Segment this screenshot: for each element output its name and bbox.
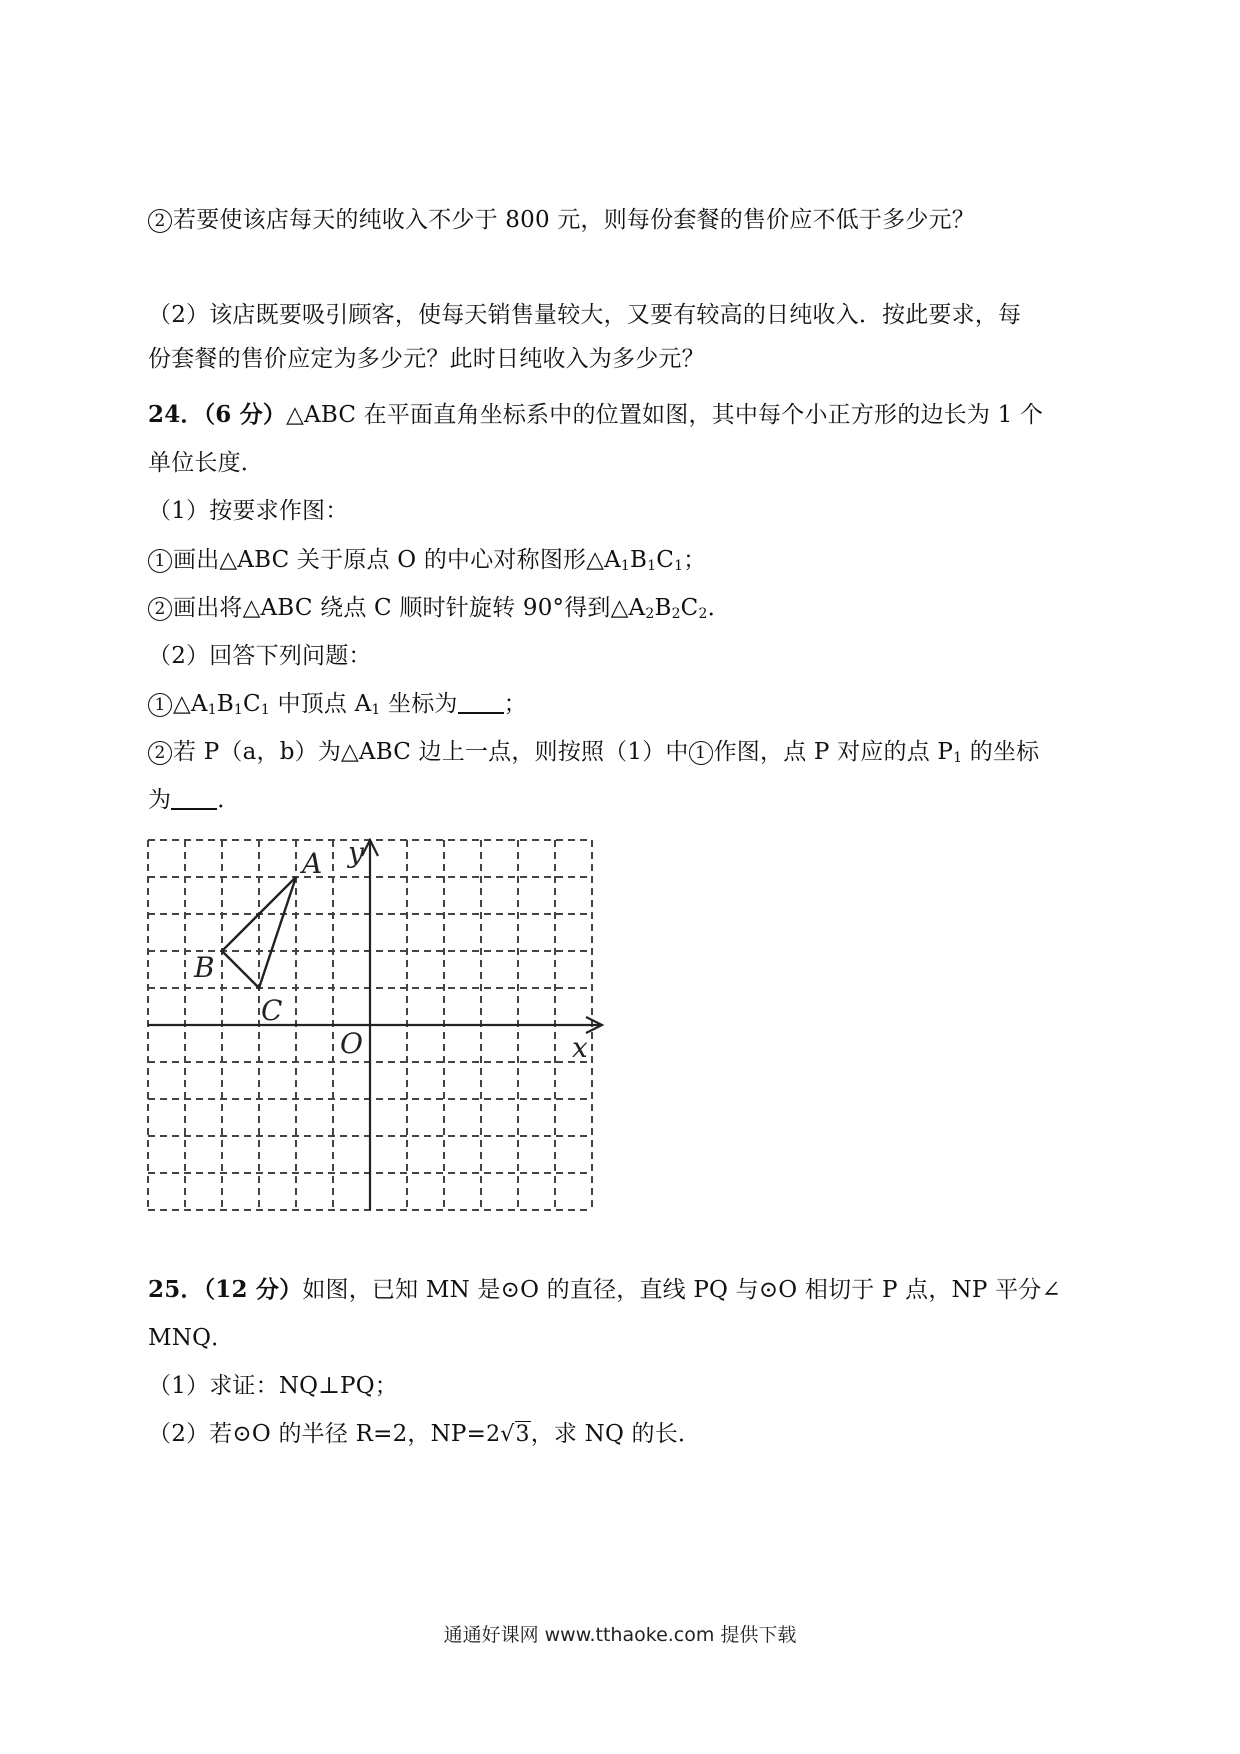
label-x-axis: x	[572, 1031, 588, 1064]
label-c: C	[261, 994, 283, 1027]
q25-part1: （1）求证：NQ⊥PQ；	[148, 1373, 398, 1399]
question-score: （12 分）	[203, 1276, 303, 1303]
q24-part2-title: （2）回答下列问题：	[148, 643, 372, 669]
q23-part2-line1: （2）该店既要吸引顾客，使每天销售量较大，又要有较高的日纯收入．按此要求，每	[148, 302, 1022, 328]
q24-ans2: 2 若 P（a，b）为△ABC 边上一点，则按照（1）中 1 作图，点 P 对应的点 $P_1$ 的坐标	[148, 737, 1039, 767]
label-origin: O	[340, 1027, 363, 1060]
page-footer: 通通好课网 www.tthaoke.com 提供下载	[443, 1624, 797, 1646]
circled-number: 1	[148, 693, 172, 717]
circled-number: 1	[148, 549, 172, 573]
circled-number: 2	[148, 741, 172, 765]
q24-ans1: 1 $\triangle A_1B_1C_1$ 中顶点 $A_1$ 坐标为 ；	[148, 689, 527, 719]
q24-part1-title: （1）按要求作图：	[148, 498, 349, 524]
circled-number: 2	[148, 209, 172, 233]
question-number: 24．	[148, 401, 204, 428]
q25-stem-line1: 25．（12 分）如图，已知 MN 是⊙O 的直径，直线 PQ 与⊙O 相切于 P 点，NP 平分∠	[148, 1276, 1061, 1303]
q23-part2-line2: 份套餐的售价应定为多少元？此时日纯收入为多少元？	[148, 346, 705, 372]
square-root-expression: 2√3	[486, 1422, 530, 1447]
label-y-axis: y	[348, 838, 364, 869]
axes	[148, 840, 602, 1210]
answer-blank	[458, 692, 504, 714]
question-number: 25．	[148, 1276, 204, 1303]
q25-stem-line2: MNQ．	[148, 1325, 235, 1351]
q24-stem-line2: 单位长度．	[148, 450, 264, 476]
question-score: （6 分）	[203, 401, 287, 428]
q24-stem-line1: 24．（6 分）△ABC 在平面直角坐标系中的位置如图，其中每个小正方形的边长为 1 个	[148, 401, 1044, 428]
q24-item2: 2 画出将△ABC 绕点 C 顺时针旋转 90°得到$\triangle A_2B_2C_2$．	[148, 593, 731, 623]
answer-blank	[171, 788, 217, 810]
q24-item1: 1 画出△ABC 关于原点 O 的中心对称图形$\triangle A_1B_1C_1$；	[148, 545, 706, 575]
q25-part2: （2）若⊙O 的半径 R=2，NP=2√3，求 NQ 的长．	[148, 1419, 701, 1450]
circled-number: 2	[148, 597, 172, 621]
q24-ans2-line2: 为 ．	[148, 787, 241, 813]
label-a: A	[302, 847, 323, 880]
circled-number: 1	[689, 741, 713, 765]
coordinate-grid-figure	[146, 838, 606, 1218]
label-b: B	[194, 951, 215, 984]
q23-part1-item2: 2 若要使该店每天的纯收入不少于 800 元，则每份套餐的售价应不低于多少元？	[148, 205, 975, 235]
